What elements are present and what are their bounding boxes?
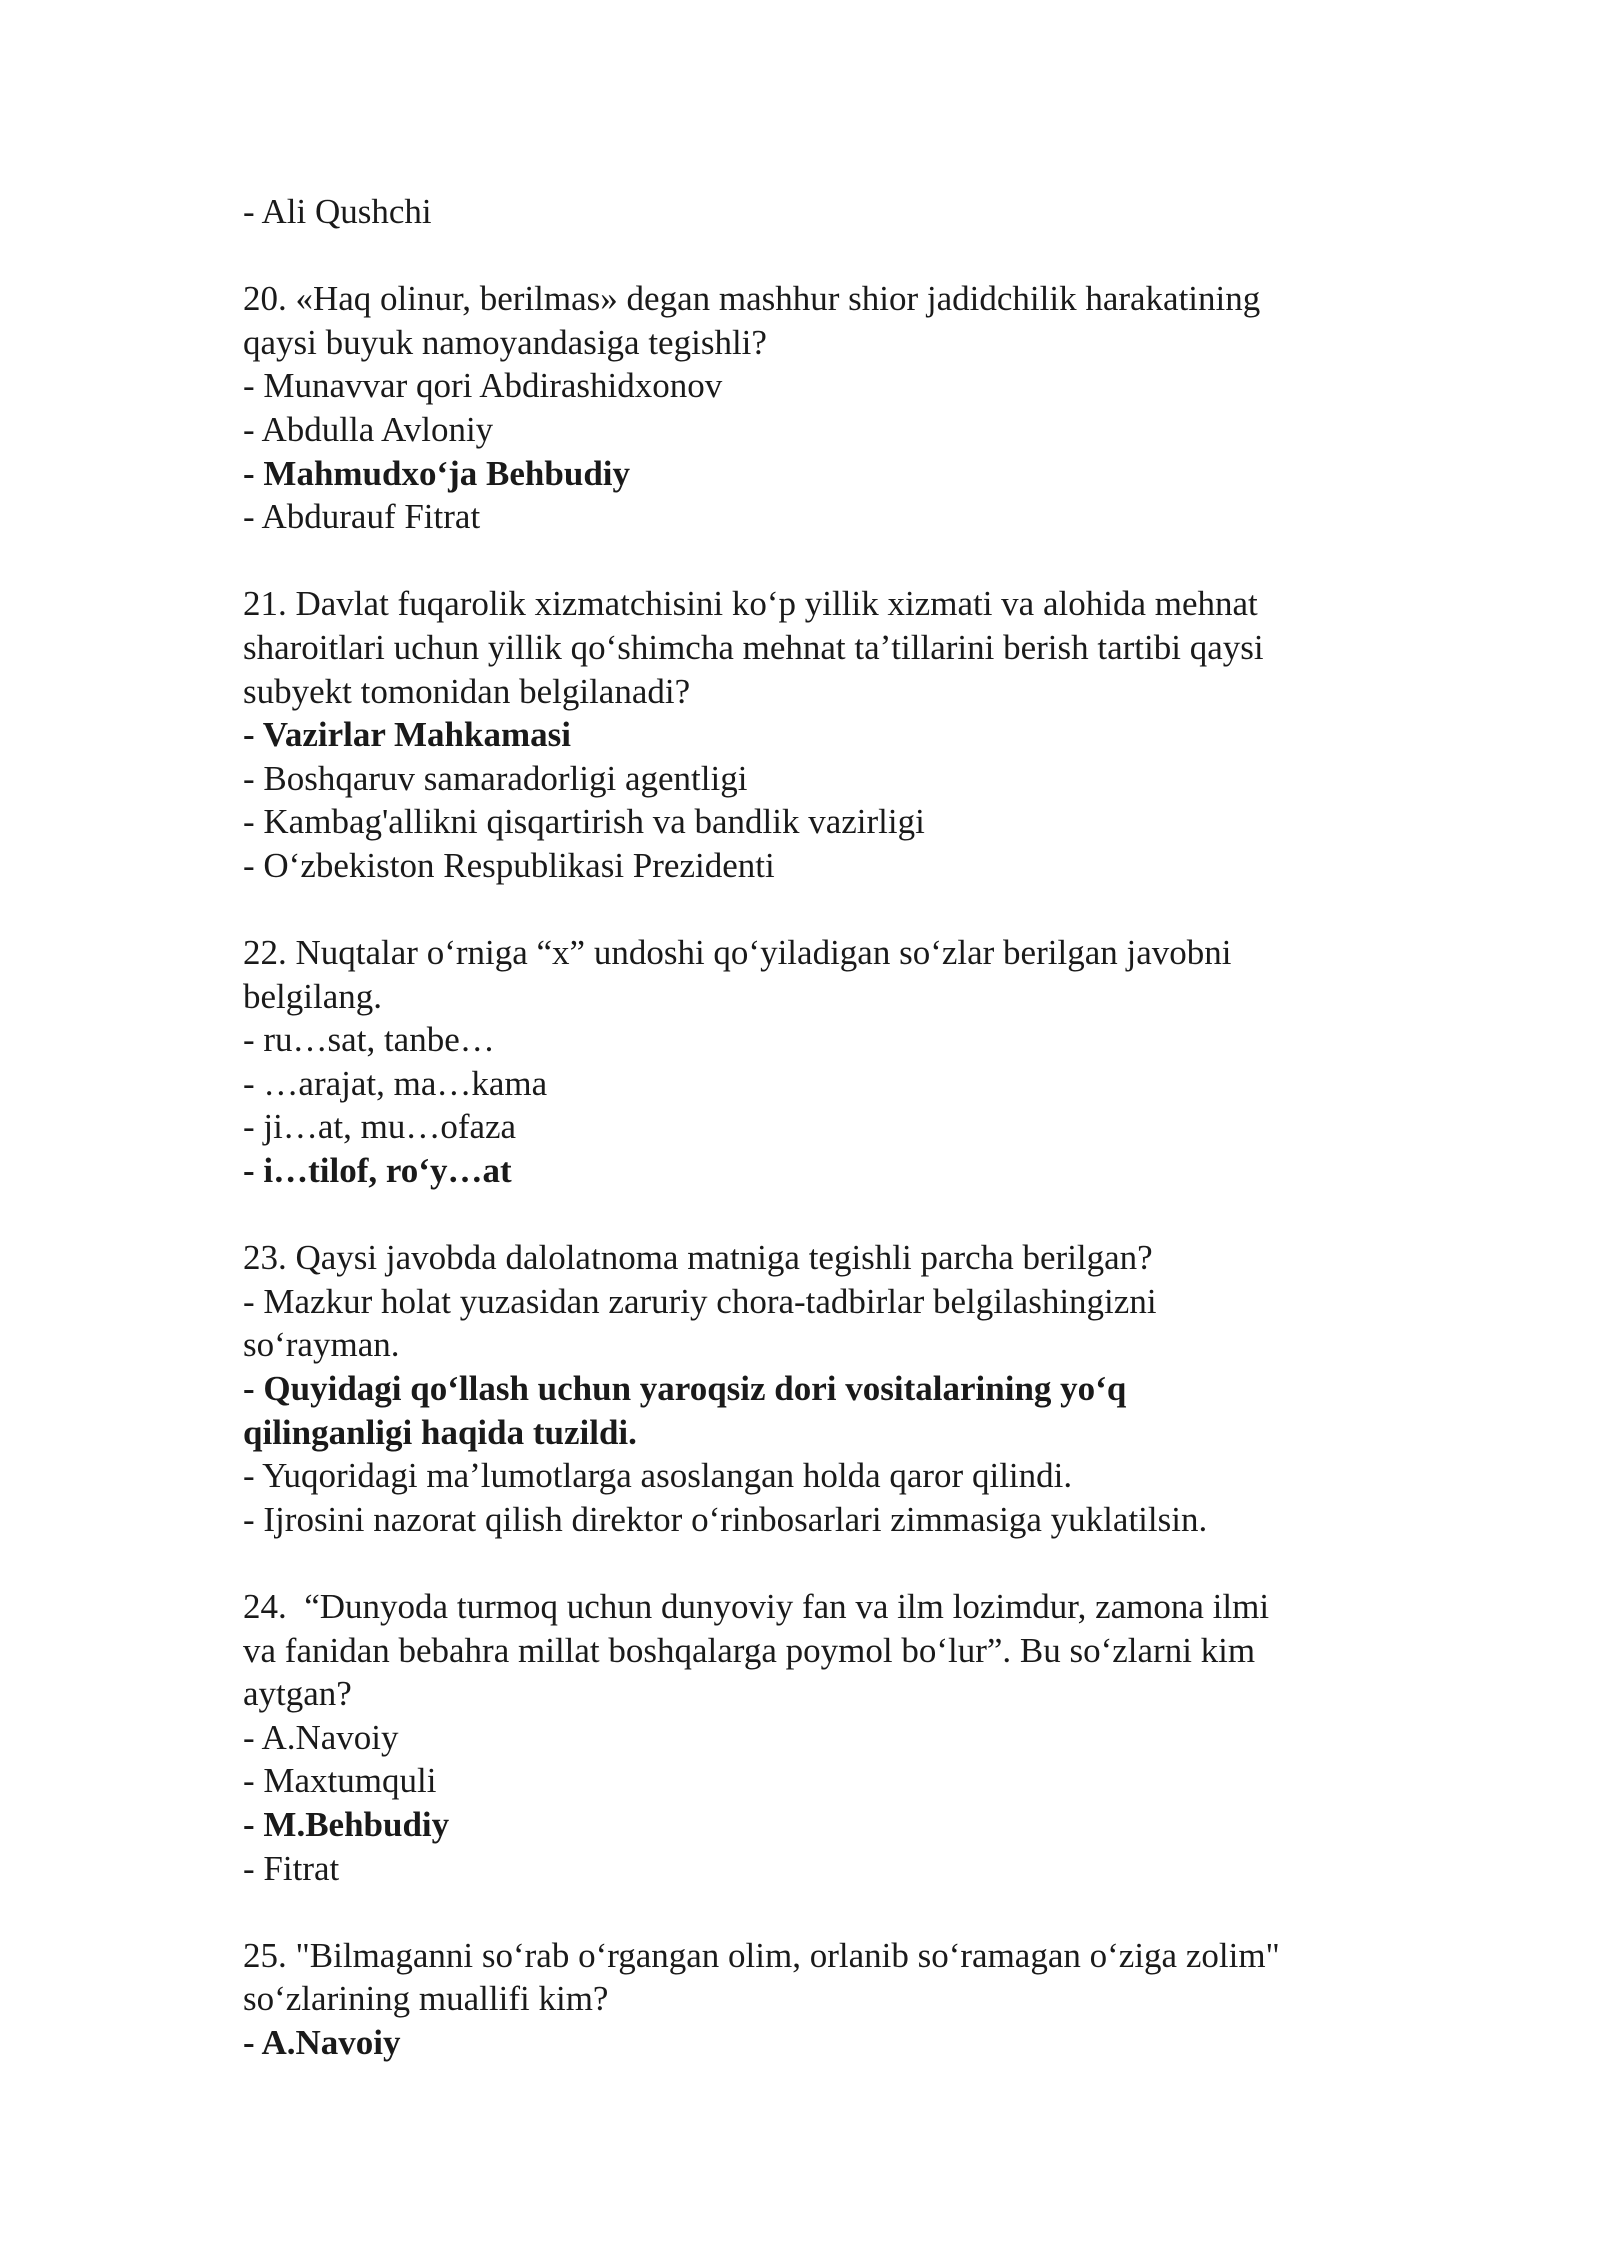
text-line: - Abdurauf Fitrat — [243, 497, 481, 537]
question-block — [243, 931, 1373, 1193]
text-line: - Munavvar qori Abdirashidxonov — [243, 366, 723, 406]
correct-answer: - A.Navoiy — [243, 2022, 401, 2062]
correct-answer: - Quyidagi qoʻllash uchun yaroqsiz dori vositalarining yoʻq — [243, 1369, 1127, 1409]
text-line: belgilang. — [243, 976, 382, 1016]
text-line: - ji…at, mu…ofaza — [243, 1107, 517, 1147]
correct-answer: - i…tilof, roʻy…at — [243, 1151, 512, 1191]
question-text: 24. “Dunyoda turmoq uchun dunyoviy fan va ilm lozimdur, zamona ilmi — [243, 1587, 1270, 1626]
question-block — [243, 582, 1373, 887]
text-line: - Boshqaruv samaradorligi agentligi — [243, 758, 748, 798]
question-block — [243, 1236, 1373, 1541]
text-line: - Ijrosini nazorat qilish direktor oʻrinbosarlari zimmasiga yuklatilsin. — [243, 1499, 1208, 1539]
text-line: soʻzlarining muallifi kim? — [243, 1979, 609, 2019]
question-text: 25. "Bilmaganni soʻrab oʻrgangan olim, orlanib soʻramagan oʻziga zolim" — [243, 1935, 1280, 1975]
question-text: 23. Qaysi javobda dalolatnoma matniga tegishli parcha berilgan? — [243, 1238, 1153, 1278]
text-line: - Kambag'allikni qisqartirish va bandlik vazirligi — [243, 802, 925, 842]
text-line: - A.Navoiy — [243, 1717, 399, 1757]
text-line: - Oʻzbekiston Respublikasi Prezidenti — [243, 845, 775, 885]
question-text: 20. «Haq olinur, berilmas» degan mashhur shior jadidchilik harakatining — [243, 279, 1261, 319]
document-body — [243, 190, 1373, 2108]
text-line: - Yuqoridagi maʼlumotlarga asoslangan holda qaror qilindi. — [243, 1456, 1073, 1496]
correct-answer: - M.Behbudiy — [243, 1804, 450, 1844]
text-line: sharoitlari uchun yillik qoʻshimcha mehnat taʼtillarini berish tartibi qaysi — [243, 627, 1264, 667]
text-line: qaysi buyuk namoyandasiga tegishli? — [243, 322, 767, 362]
question-text: 22. Nuqtalar oʻrniga “x” undoshi qoʻyiladigan soʻzlar berilgan javobni — [243, 933, 1232, 973]
text-line: - Ali Qushchi — [243, 192, 432, 231]
text-line: soʻrayman. — [243, 1325, 400, 1365]
text-line: - Fitrat — [243, 1848, 340, 1888]
correct-answer: - Vazirlar Mahkamasi — [243, 715, 571, 755]
question-text: 21. Davlat fuqarolik xizmatchisini koʻp yillik xizmati va alohida mehnat — [243, 584, 1258, 624]
answer-continuation — [243, 190, 1373, 234]
question-block — [243, 1934, 1373, 2065]
question-block — [243, 277, 1373, 539]
text-line: - Mazkur holat yuzasidan zaruriy chora-tadbirlar belgilashingizni — [243, 1281, 1157, 1321]
correct-answer: qilinganligi haqida tuzildi. — [243, 1412, 637, 1452]
question-block — [243, 1585, 1373, 1890]
correct-answer: - Mahmudxoʻja Behbudiy — [243, 453, 631, 493]
text-line: - ru…sat, tanbe… — [243, 1020, 495, 1060]
text-line: - Maxtumquli — [243, 1761, 437, 1801]
text-line: - …arajat, ma…kama — [243, 1063, 548, 1103]
text-line: va fanidan bebahra millat boshqalarga poymol boʻlur”. Bu soʻzlarni kim — [243, 1630, 1256, 1670]
text-line: aytgan? — [243, 1674, 352, 1714]
text-line: subyekt tomonidan belgilanadi? — [243, 671, 691, 711]
text-line: - Abdulla Avloniy — [243, 409, 494, 449]
